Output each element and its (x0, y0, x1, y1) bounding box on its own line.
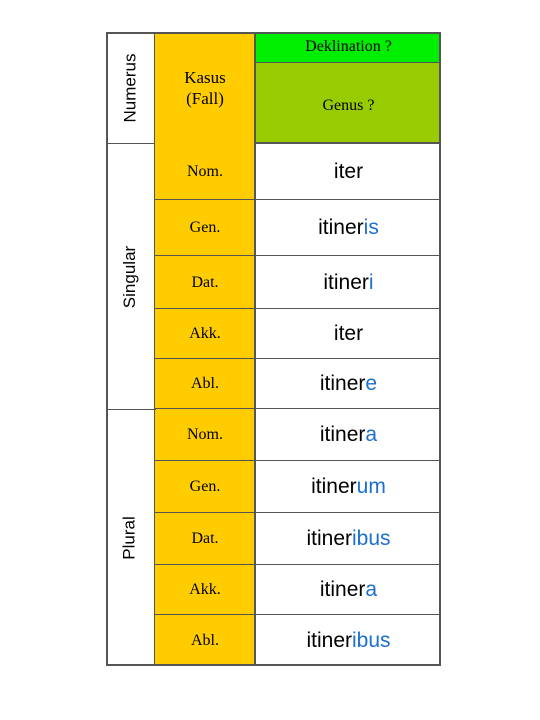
table-frame (106, 32, 441, 666)
fall-label: (Fall) (186, 89, 224, 108)
word-stem: itiner (311, 475, 357, 498)
deklination-header: Deklination ? (256, 32, 441, 63)
word-ending: um (356, 475, 386, 498)
case-label: Akk. (189, 581, 221, 598)
kasus-label: Kasus (184, 68, 226, 87)
word-stem: itiner (319, 372, 366, 395)
case-label: Nom. (187, 426, 223, 443)
case-label: Abl. (191, 631, 219, 649)
word-stem: itiner (319, 578, 366, 601)
word-ending: ibus (352, 628, 391, 652)
case-label: Gen. (189, 478, 221, 495)
word-ending: ibus (352, 527, 391, 550)
word-stem: iter (333, 322, 364, 345)
case-label: Akk. (189, 325, 221, 342)
word-stem: itiner (319, 423, 366, 446)
word-ending: a (365, 578, 378, 601)
genus-header: Genus ? (256, 63, 441, 144)
numerus-label: Numerus (120, 53, 139, 123)
case-label: Abl. (191, 375, 219, 392)
word-ending: e (365, 372, 378, 395)
case-label: Nom. (187, 163, 223, 180)
singular-label: Singular (120, 245, 139, 308)
word-stem: itiner (306, 527, 352, 550)
word-stem: itiner (323, 270, 369, 294)
case-label: Dat. (191, 530, 219, 547)
plural-label: Plural (120, 515, 139, 560)
word-stem: itiner (318, 216, 364, 239)
word-stem: iter (333, 160, 364, 183)
case-label: Dat. (191, 273, 219, 291)
word-ending: a (365, 423, 378, 446)
word-ending: i (368, 270, 374, 294)
case-label: Gen. (189, 219, 221, 236)
word-ending: is (363, 216, 379, 239)
word-stem: itiner (306, 628, 352, 652)
